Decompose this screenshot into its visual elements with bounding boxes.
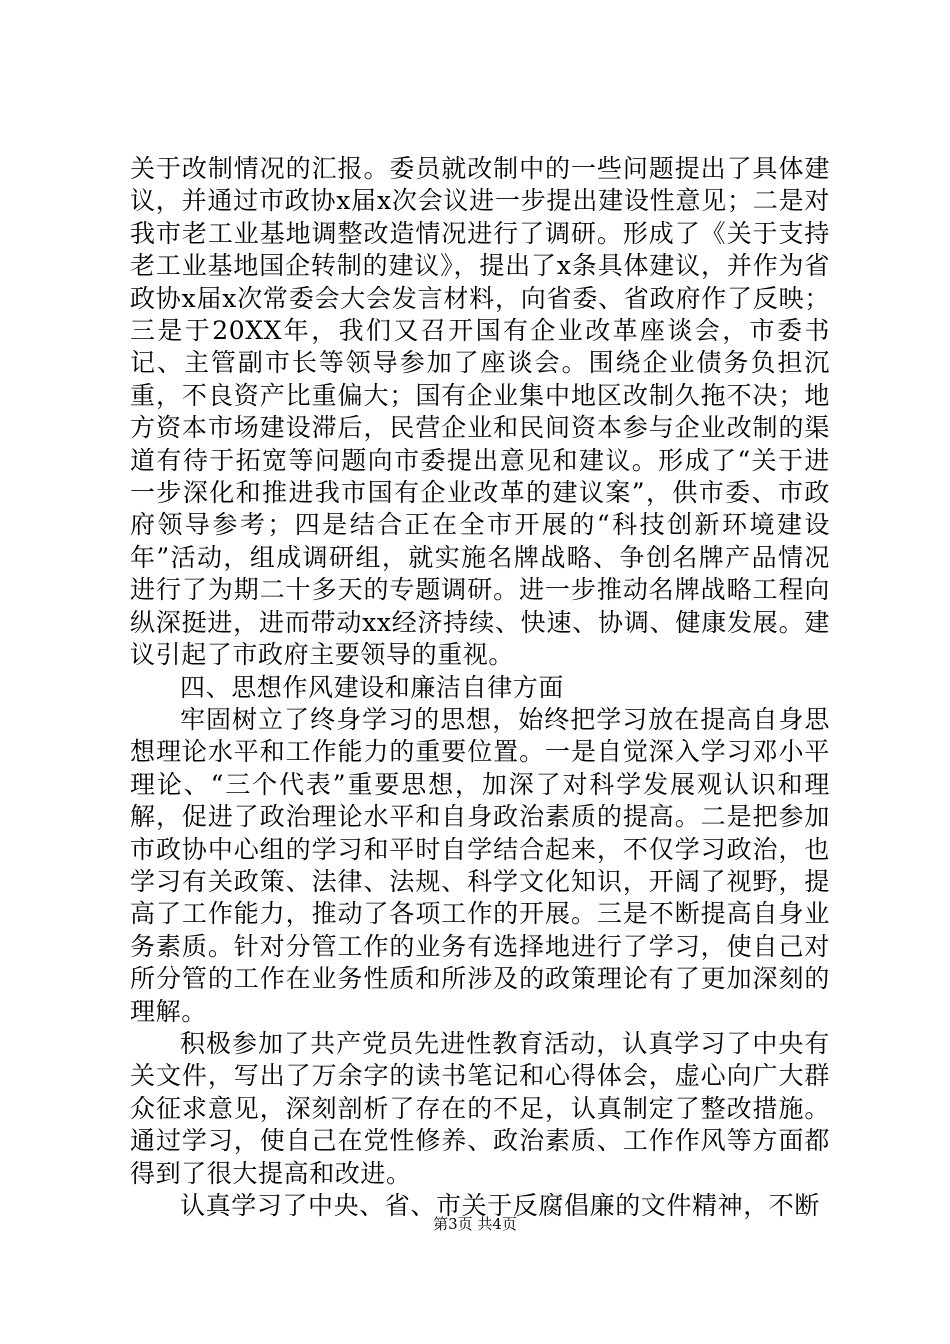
- section-heading-ideology: 四、思想作风建设和廉洁自律方面: [180, 672, 565, 702]
- document-body: [130, 153, 830, 1222]
- paragraph-anti-corruption: 认真学习了中央、省、市关于反腐倡廉的文件精神，不断: [180, 1191, 821, 1220]
- paragraph-party-education: 积极参加了共产党员先进性教育活动，认真学习了中央有关文件，写出了万余字的读书笔记和心得体会，虚心向广大群众征求意见，深刻剖析了存在的不足，认真制定了整改措施。通过学习，使自己在党性修养、政治素质、工作作风等方面都得到了很大提高和改进。: [130, 1028, 830, 1188]
- paragraph-lifelong-learning: 牢固树立了终身学习的思想，始终把学习放在提高自身思想理论水平和工作能力的重要位置。一是自觉深入学习邓小平理论、“三个代表”重要思想，加深了对科学发展观认识和理解，促进了政治理论水平和自身政治素质的提高。二是把参加市政协中心组的学习和平时自学结合起来，不仅学习政治，也学习有关政策、法律、法规、科学文化知识，开阔了视野，提高了工作能力，推动了各项工作的开展。三是不断提高自身业务素质。针对分管工作的业务有选择地进行了学习，使自己对所分管的工作在业务性质和所涉及的政策理论有了更加深刻的理解。: [130, 704, 830, 1026]
- page-number-footer: 第3页 共4页: [433, 1215, 517, 1233]
- paragraph-reform-report: 关于改制情况的汇报。委员就改制中的一些问题提出了具体建议，并通过市政协x届x次会议进一步提出建设性意见；二是对我市老工业基地调整改造情况进行了调研。形成了《关于支持老工业基地国企转制的建议》，提出了x条具体建议，并作为省政协x届x次常委会大会发言材料，向省委、省政府作了反映；三是于20XX年，我们又召开国有企业改革座谈会，市委书记、主管副市长等领导参加了座谈会。围绕企业债务负担沉重，不良资产比重偏大；国有企业集中地区改制久拖不决；地方资本市场建设滞后，民营企业和民间资本参与企业改制的渠道有待于拓宽等问题向市委提出意见和建议。形成了“关于进一步深化和推进我市国有企业改革的建议案”，供市委、市政府领导参考；四是结合正在全市开展的“科技创新环境建设年”活动，组成调研组，就实施名牌战略、争创名牌产品情况进行了为期二十多天的专题调研。进一步推动名牌战略工程向纵深挺进，进而带动xx经济持续、快速、协调、健康发展。建议引起了市政府主要领导的重视。: [130, 154, 830, 670]
